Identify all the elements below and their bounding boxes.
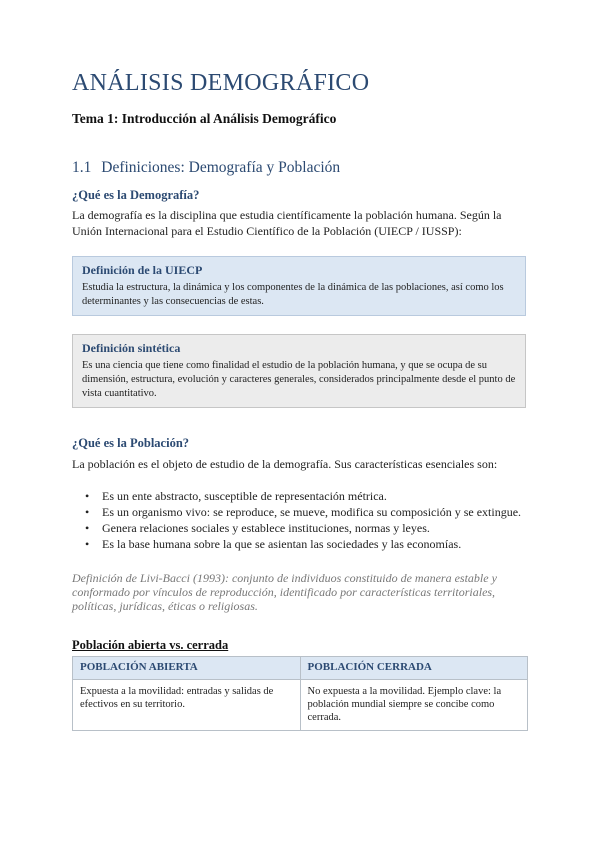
uiecp-definition-box <box>72 256 526 316</box>
poblacion-intro: La población es el objeto de estudio de la demografía. Sus características esenciales son: <box>72 457 498 471</box>
table-row <box>73 680 528 731</box>
table-header-row <box>73 657 528 680</box>
cell-open-population: Expuesta a la movilidad: entradas y salidas de efectivos en su territorio. <box>73 680 301 731</box>
section-title: Definiciones: Demografía y Población <box>101 159 341 176</box>
list-item: • Genera relaciones sociales y establece instituciones, normas y leyes. <box>72 520 528 536</box>
document-title: ANÁLISIS DEMOGRÁFICO <box>72 70 370 96</box>
list-item: • Es un ente abstracto, susceptible de representación métrica. <box>72 488 528 504</box>
synthetic-box-title: Definición sintética <box>82 341 181 355</box>
table-title: Población abierta vs. cerrada <box>72 638 229 652</box>
list-item: • Es la base humana sobre la que se asientan las sociedades y las economías. <box>72 536 528 552</box>
topic-heading: Tema 1: Introducción al Análisis Demográfico <box>72 111 337 126</box>
section-number: 1.1 <box>72 159 92 176</box>
header-closed-population: POBLACIÓN CERRADA <box>300 657 528 680</box>
synthetic-definition-box <box>72 334 526 408</box>
cell-closed-population: No expuesta a la movilidad. Ejemplo clave: la población mundial siempre se concibe como cerrada. <box>300 680 528 731</box>
poblacion-question: ¿Qué es la Población? <box>72 436 190 450</box>
comparison-table <box>72 656 528 731</box>
livi-bacci-quote: Definición de Livi-Bacci (1993): conjunto de individuos constituido de manera estable y conformado por vínculos de reproducción, identificado por características territoriales, políticas, jurídicas, éticas o religiosas. <box>72 571 497 613</box>
list-item: • Es un organismo vivo: se reproduce, se mueve, modifica su composición y se extingue. <box>72 504 528 520</box>
section-heading <box>72 159 340 177</box>
demografia-intro: La demografía es la disciplina que estudia científicamente la población humana. Según la Unión Internacional para el Estudio Científico de la Población (UIECP / IUSSP): <box>72 208 502 238</box>
synthetic-box-body: Es una ciencia que tiene como finalidad el estudio de la población humana, y que se ocupa de su dimensión, estructura, evolución y caracteres generales, considerados principalmente desde el punto de vista cuantitativo. <box>82 360 516 399</box>
uiecp-box-title: Definición de la UIECP <box>82 263 203 277</box>
header-open-population: POBLACIÓN ABIERTA <box>73 657 301 680</box>
characteristics-list <box>72 488 528 552</box>
demografia-question: ¿Qué es la Demografía? <box>72 188 200 202</box>
uiecp-box-body: Estudia la estructura, la dinámica y los componentes de la dinámica de las poblaciones, así como los determinantes y las consecuencias de estas. <box>82 282 504 307</box>
